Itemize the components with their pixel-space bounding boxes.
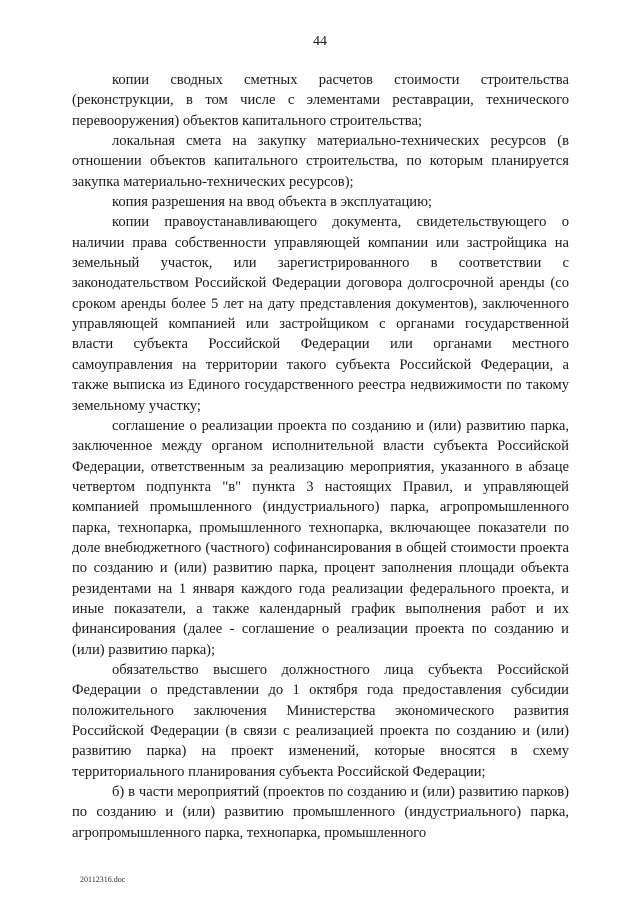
document-body [72,70,569,843]
paragraph-title-documents: копии правоустанавливающего документа, свидетельствующего о наличии права собственности управляющей компании или застройщика на земельный участок, или зарегистрированного в соответствии с законодательством Российской Федерации договора долгосрочной аренды (со сроком аренды более 5 лет на дату представления документов), заключенного управляющей компанией или застройщиком с органами государственной власти субъекта Российской Федерации или органами местного самоуправления на территории такого субъекта Российской Федерации, а также выписка из Единого государственного реестра недвижимости по такому земельному участку; [72,214,569,414]
paragraph-subsection-b: б) в части мероприятий (проектов по созданию и (или) развитию парков) по созданию и (или) развитию промышленного (индустриального) парка, агропромышленного парка, технопарка, промышленного [72,784,569,841]
paragraph-estimate-copies: копии сводных сметных расчетов стоимости строительства (реконструкции, в том числе с элементами реставрации, технического перевооружения) объектов капитального строительства; [72,72,569,129]
paragraph-official-obligation: обязательство высшего должностного лица субъекта Российской Федерации о представлении до 1 октября года предоставления субсидии положительного заключения Министерства экономического развития Российской Федерации (в связи с реализацией проекта по созданию и (или) развитию парка) на проект изменений, которые вносятся в схему территориального планирования субъекта Российской Федерации; [72,661,569,780]
page-number: 44 [313,34,327,49]
paragraph-commissioning-permit: копия разрешения на ввод объекта в эксплуатацию; [112,194,433,211]
document-footer-filename: 20112316.doc [80,875,126,884]
paragraph-project-agreement: соглашение о реализации проекта по созданию и (или) развитию парка, заключенное между органом исполнительной власти субъекта Российской Федерации, ответственным за реализацию мероприятия, указанного в абзаце четвертом подпункта "в" пункта 3 настоящих Правил, и управляющей компанией промышленного (индустриального) парка, агропромышленного парка, технопарка, промышленного технопарка, включающее показатели по доле внебюджетного (частного) софинансирования в общей стоимости проекта по созданию и (или) развитию парка, процент заполнения площади объекта резидентами на 1 января каждого года реализации федерального проекта, и иные показатели, а также календарный график выполнения работ и их финансирования (далее - соглашение о реализации проекта по созданию и (или) развитию парка); [72,417,569,658]
paragraph-local-estimate: локальная смета на закупку материально-технических ресурсов (в отношении объектов капитального строительства, по которым планируется закупка материально-технических ресурсов); [72,133,569,190]
